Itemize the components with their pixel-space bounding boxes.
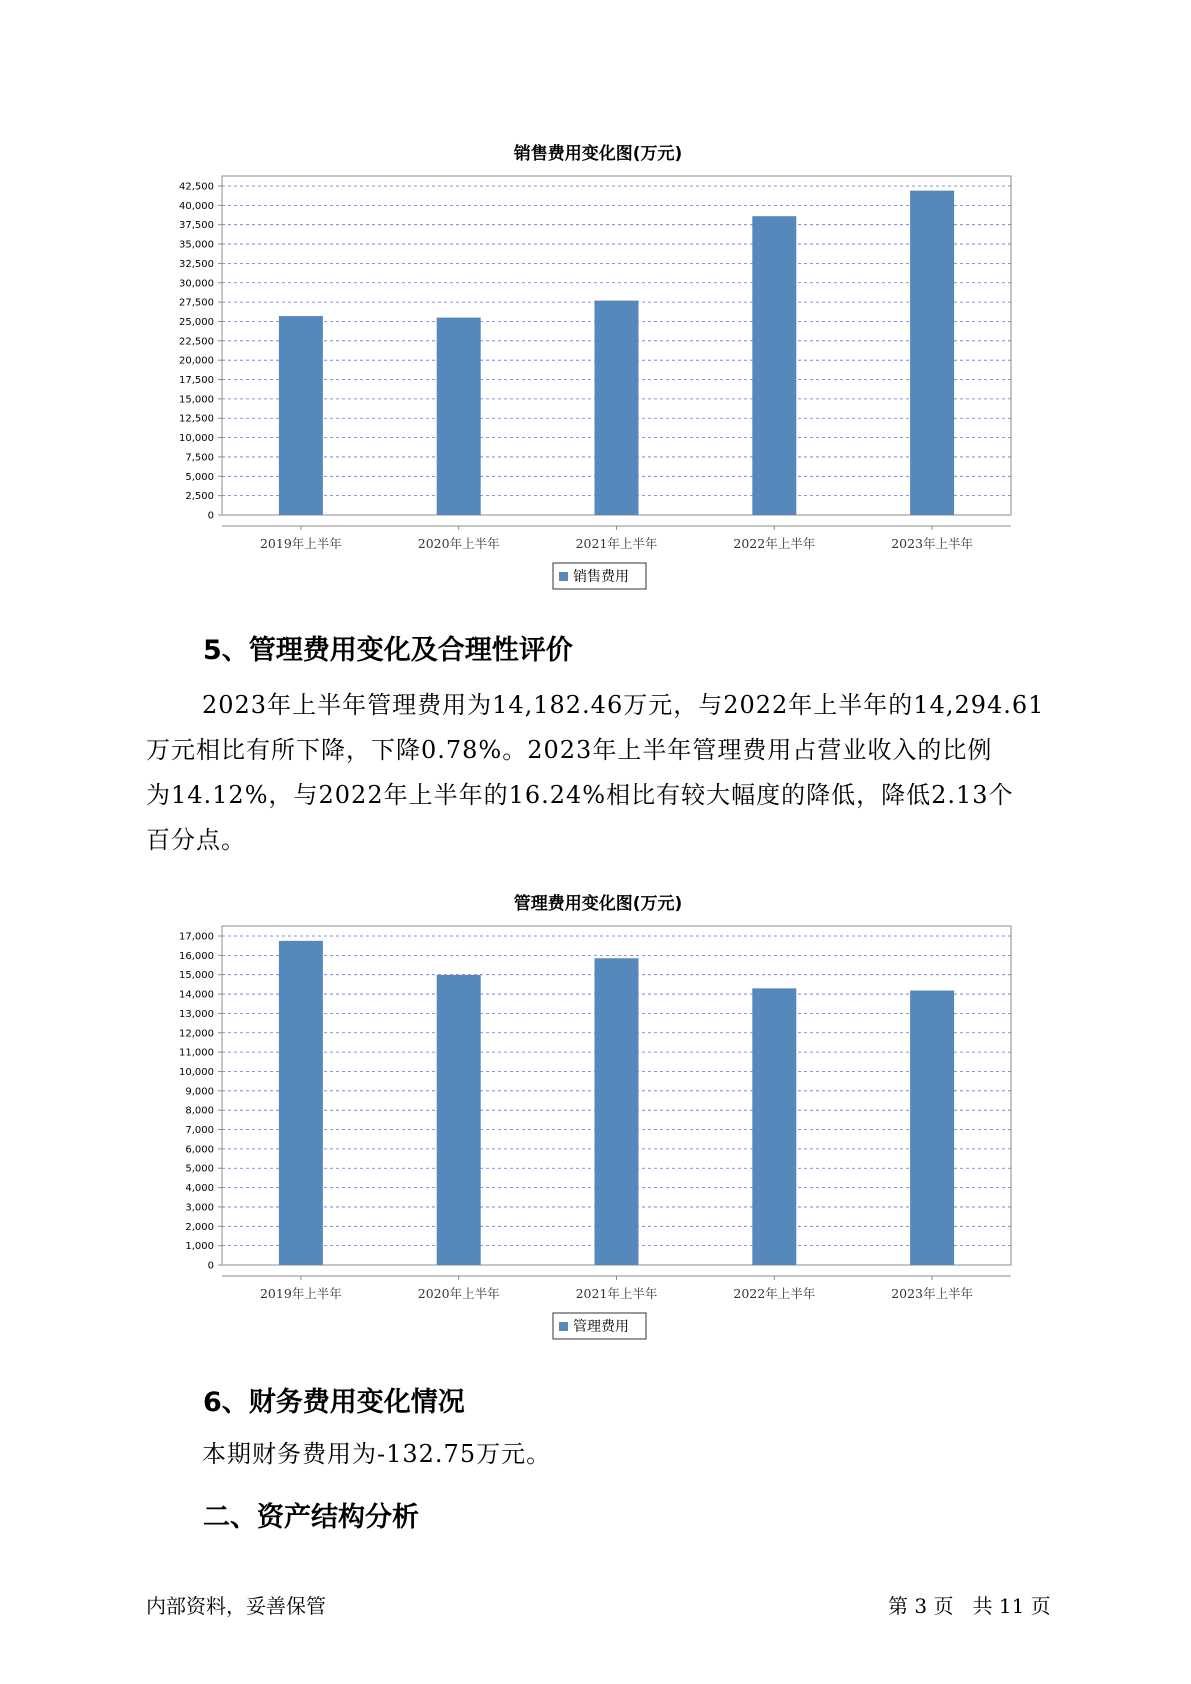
paragraph-line: 百分点。 (146, 826, 246, 854)
y-tick-label: 6,000 (185, 1144, 214, 1156)
chart-title: 管理费用变化图(万元) (513, 894, 683, 914)
bar (279, 941, 323, 1265)
bar (752, 216, 796, 515)
x-tick-label: 2020年上半年 (417, 1286, 500, 1301)
bar (595, 301, 639, 515)
legend-swatch (559, 572, 568, 581)
y-tick-label: 11,000 (179, 1047, 214, 1059)
y-tick-label: 27,500 (179, 297, 214, 309)
y-tick-label: 30,000 (179, 278, 214, 290)
legend-label: 销售费用 (573, 569, 629, 585)
y-tick-label: 0 (207, 1260, 214, 1272)
bar (437, 318, 481, 515)
section-two-heading: 二、资产结构分析 (203, 1502, 419, 1533)
y-tick-label: 10,000 (179, 433, 214, 445)
y-tick-label: 0 (207, 510, 214, 522)
legend-label: 管理费用 (573, 1319, 629, 1335)
y-tick-label: 10,000 (179, 1066, 214, 1078)
y-tick-label: 42,500 (179, 181, 214, 193)
y-tick-label: 5,000 (185, 1163, 214, 1175)
x-tick-label: 2023年上半年 (891, 536, 974, 551)
paragraph-line: 为14.12%，与2022年上半年的16.24%相比有较大幅度的降低，降低2.13个 (146, 781, 1014, 809)
footer-left: 内部资料，妥善保管 (146, 1594, 326, 1618)
x-tick-label: 2023年上半年 (891, 1286, 974, 1301)
x-tick-label: 2022年上半年 (733, 1286, 816, 1301)
y-tick-label: 13,000 (179, 1008, 214, 1020)
y-tick-label: 15,000 (179, 970, 214, 982)
section-6-text: 本期财务费用为-132.75万元。 (202, 1440, 552, 1468)
y-tick-label: 17,500 (179, 375, 214, 387)
y-tick-label: 2,500 (185, 491, 214, 503)
y-tick-label: 2,000 (185, 1221, 214, 1233)
y-tick-label: 25,000 (179, 316, 214, 328)
legend-swatch (559, 1322, 568, 1331)
y-tick-label: 35,000 (179, 239, 214, 251)
section-6-heading: 6、财务费用变化情况 (203, 1387, 465, 1418)
section-5-paragraph (146, 683, 1076, 863)
paragraph-line: 万元相比有所下降，下降0.78%。2023年上半年管理费用占营业收入的比例 (146, 736, 993, 764)
sales-expense-chart (0, 130, 1191, 600)
y-tick-label: 8,000 (185, 1105, 214, 1117)
y-tick-label: 16,000 (179, 950, 214, 962)
chart-title: 销售费用变化图(万元) (513, 144, 683, 164)
y-tick-label: 22,500 (179, 336, 214, 348)
y-tick-label: 15,000 (179, 394, 214, 406)
sales-expense-chart-svg (0, 130, 1191, 600)
admin-expense-chart (0, 880, 1191, 1350)
x-tick-label: 2019年上半年 (259, 1286, 342, 1301)
section-5-heading: 5、管理费用变化及合理性评价 (203, 635, 573, 666)
y-tick-label: 7,500 (185, 452, 214, 464)
bar (437, 975, 481, 1265)
footer-right: 第 3 页 共 11 页 (888, 1594, 1051, 1618)
y-tick-label: 12,500 (179, 413, 214, 425)
y-tick-label: 20,000 (179, 355, 214, 367)
bar (910, 991, 954, 1265)
y-tick-label: 40,000 (179, 200, 214, 212)
y-tick-label: 1,000 (185, 1241, 214, 1253)
y-tick-label: 32,500 (179, 258, 214, 270)
y-tick-label: 5,000 (185, 471, 214, 483)
y-tick-label: 7,000 (185, 1125, 214, 1137)
admin-expense-chart-svg (0, 880, 1191, 1350)
x-tick-label: 2019年上半年 (259, 536, 342, 551)
x-tick-label: 2022年上半年 (733, 536, 816, 551)
paragraph-line: 2023年上半年管理费用为14,182.46万元，与2022年上半年的14,294.61 (202, 691, 1045, 719)
y-tick-label: 9,000 (185, 1086, 214, 1098)
y-tick-label: 4,000 (185, 1183, 214, 1195)
y-tick-label: 37,500 (179, 220, 214, 232)
y-tick-label: 17,000 (179, 931, 214, 943)
x-tick-label: 2020年上半年 (417, 536, 500, 551)
x-tick-label: 2021年上半年 (575, 1286, 658, 1301)
y-tick-label: 12,000 (179, 1028, 214, 1040)
bar (279, 316, 323, 515)
bar (752, 988, 796, 1265)
bar (595, 958, 639, 1265)
y-tick-label: 3,000 (185, 1202, 214, 1214)
y-tick-label: 14,000 (179, 989, 214, 1001)
x-tick-label: 2021年上半年 (575, 536, 658, 551)
bar (910, 191, 954, 515)
